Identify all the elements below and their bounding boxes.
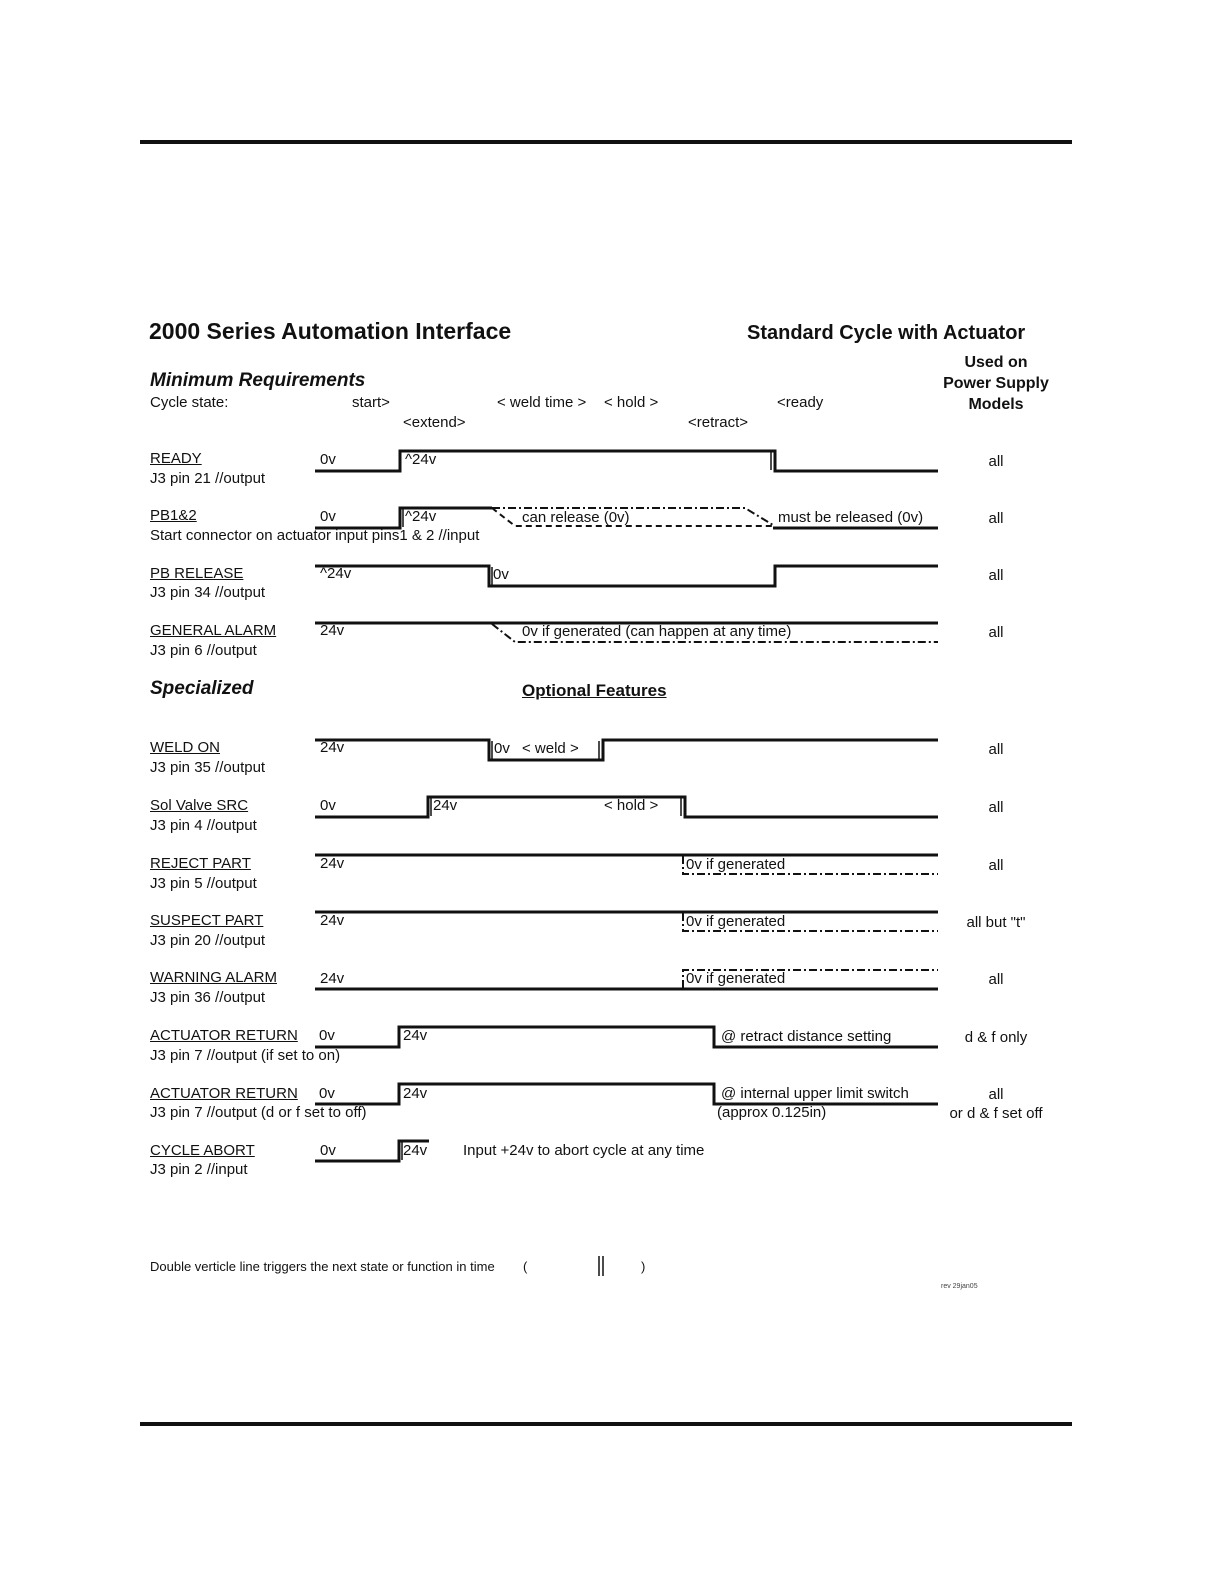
signal-name: READY bbox=[150, 450, 202, 467]
signal-pin: J3 pin 20 //output bbox=[150, 932, 266, 949]
wave-label: 0v if generated bbox=[686, 856, 786, 873]
signal-name: ACTUATOR RETURN bbox=[150, 1085, 298, 1102]
ready-wave bbox=[315, 451, 938, 471]
signal-pin: J3 pin 7 //output (if set to on) bbox=[150, 1047, 341, 1064]
used-on-line: Power Supply bbox=[943, 375, 1049, 392]
signal-pin: J3 pin 4 //output bbox=[150, 817, 257, 834]
wave-label: @ retract distance setting bbox=[721, 1028, 892, 1045]
state-hold: < hold > bbox=[604, 394, 659, 411]
revision-stamp: rev 29jan05 bbox=[941, 1283, 978, 1290]
general-alarm-dashed bbox=[492, 624, 938, 642]
footnote-open-paren: ( bbox=[523, 1259, 528, 1274]
wave-label: 0v bbox=[493, 566, 509, 583]
models-value: all bbox=[988, 624, 1004, 641]
models-value: all bbox=[988, 1086, 1004, 1103]
wave-label: 24v bbox=[320, 739, 345, 756]
signal-pin: J3 pin 34 //output bbox=[150, 584, 266, 601]
wave-label: 0v bbox=[320, 797, 336, 814]
wave-label: 0v if generated bbox=[686, 913, 786, 930]
signal-name: ACTUATOR RETURN bbox=[150, 1027, 298, 1044]
signal-name: WARNING ALARM bbox=[150, 969, 277, 986]
used-on-line: Used on bbox=[964, 354, 1028, 371]
wave-label: 0v bbox=[320, 451, 336, 468]
wave-label: 24v bbox=[433, 797, 458, 814]
signal-name: PB1&2 bbox=[150, 507, 197, 524]
signal-pin: J3 pin 5 //output bbox=[150, 875, 257, 892]
wave-label: 24v bbox=[320, 855, 345, 872]
diagram-subtitle: Standard Cycle with Actuator bbox=[747, 322, 1026, 344]
wave-label: 0v bbox=[319, 1027, 335, 1044]
wave-label: < hold > bbox=[604, 797, 659, 814]
state-ready: <ready bbox=[777, 394, 824, 411]
wave-label: @ internal upper limit switch bbox=[721, 1085, 909, 1102]
wave-label: 24v bbox=[320, 622, 345, 639]
actuator-return-on-wave bbox=[315, 1027, 938, 1047]
pb12-dashed-release bbox=[492, 508, 773, 526]
reject-part-dashed bbox=[683, 856, 938, 874]
used-on-line: Models bbox=[968, 396, 1024, 413]
weld-on-wave bbox=[315, 740, 938, 760]
optional-features-heading: Optional Features bbox=[522, 681, 667, 700]
signal-name: CYCLE ABORT bbox=[150, 1142, 255, 1159]
footnote-close-paren: ) bbox=[641, 1259, 646, 1274]
wave-label: 0v bbox=[494, 740, 510, 757]
wave-label: 24v bbox=[320, 970, 345, 987]
wave-label: ^24v bbox=[405, 508, 437, 525]
models-value: all bbox=[988, 567, 1004, 584]
models-value: d & f only bbox=[964, 1029, 1028, 1046]
specialized-heading: Specialized bbox=[150, 678, 254, 699]
wave-label: (approx 0.125in) bbox=[717, 1104, 827, 1121]
signal-name: PB RELEASE bbox=[150, 565, 244, 582]
warning-alarm-dashed bbox=[683, 970, 938, 988]
sol-valve-wave bbox=[315, 797, 938, 817]
page-title: 2000 Series Automation Interface bbox=[149, 318, 512, 344]
wave-label: 0v if generated bbox=[686, 970, 786, 987]
footnote-text: Double verticle line triggers the next state or function in time bbox=[150, 1259, 495, 1274]
wave-label: 24v bbox=[403, 1085, 428, 1102]
signal-pin: J3 pin 21 //output bbox=[150, 470, 266, 487]
wave-label: 0v bbox=[320, 1142, 336, 1159]
wave-label: can release (0v) bbox=[522, 509, 630, 526]
wave-label: must be released (0v) bbox=[778, 509, 924, 526]
wave-label: 0v if generated (can happen at any time) bbox=[522, 623, 792, 640]
models-value: all bbox=[988, 453, 1004, 470]
state-weld-time: < weld time > bbox=[497, 394, 587, 411]
wave-label: ^24v bbox=[405, 451, 437, 468]
signal-name: Sol Valve SRC bbox=[150, 797, 249, 814]
state-extend: <extend> bbox=[403, 414, 466, 431]
wave-label: 24v bbox=[403, 1142, 428, 1159]
models-value: all bbox=[988, 741, 1004, 758]
wave-label: 0v bbox=[320, 508, 336, 525]
cycle-state-label: Cycle state: bbox=[150, 394, 229, 411]
min-req-heading: Minimum Requirements bbox=[150, 370, 366, 391]
models-value: all bbox=[988, 857, 1004, 874]
suspect-part-dashed bbox=[683, 913, 938, 931]
signal-pin: J3 pin 7 //output (d or f set to off) bbox=[150, 1104, 367, 1121]
signal-pin: J3 pin 6 //output bbox=[150, 642, 257, 659]
state-retract: <retract> bbox=[688, 414, 749, 431]
pb-release-wave bbox=[315, 566, 938, 586]
wave-label: Input +24v to abort cycle at any time bbox=[463, 1142, 705, 1159]
models-value: all but "t" bbox=[966, 914, 1026, 931]
signal-pin: J3 pin 35 //output bbox=[150, 759, 266, 776]
signal-name: WELD ON bbox=[150, 739, 221, 756]
pb12-dashed-upper bbox=[492, 508, 773, 525]
models-value: all bbox=[988, 971, 1004, 988]
models-value: all bbox=[988, 510, 1004, 527]
signal-name: REJECT PART bbox=[150, 855, 251, 872]
signal-pin: J3 pin 36 //output bbox=[150, 989, 266, 1006]
signal-name: GENERAL ALARM bbox=[150, 622, 277, 639]
wave-label: < weld > bbox=[522, 740, 579, 757]
state-start: start> bbox=[352, 394, 390, 411]
signal-name: SUSPECT PART bbox=[150, 912, 264, 929]
cycle-abort-wave bbox=[315, 1141, 429, 1161]
wave-label: 24v bbox=[403, 1027, 428, 1044]
models-value: or d & f set off bbox=[949, 1105, 1043, 1122]
models-value: all bbox=[988, 799, 1004, 816]
wave-label: 24v bbox=[320, 912, 345, 929]
wave-label: ^24v bbox=[320, 565, 352, 582]
actuator-return-off-wave bbox=[315, 1084, 938, 1104]
signal-pin: Start connector on actuator input pins1 & 2 //input bbox=[150, 527, 480, 544]
wave-label: 0v bbox=[319, 1085, 335, 1102]
signal-pin: J3 pin 2 //input bbox=[150, 1161, 248, 1178]
